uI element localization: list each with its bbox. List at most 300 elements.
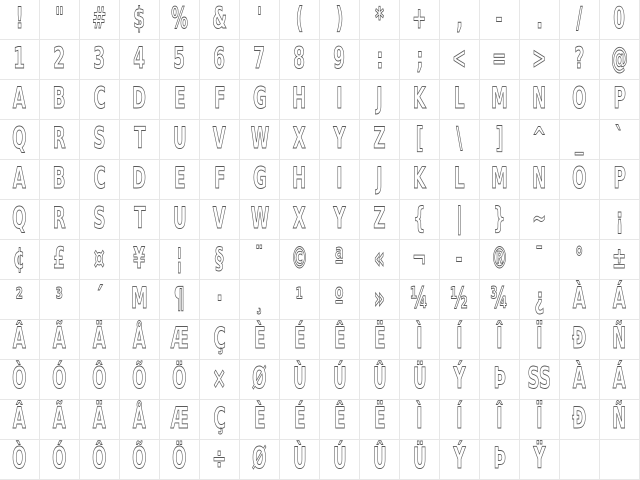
glyph-cell[interactable] (240, 120, 280, 160)
glyph-cell[interactable] (0, 280, 40, 320)
glyph: 7 (253, 41, 266, 75)
glyph-cell[interactable] (440, 400, 480, 440)
glyph: W (250, 121, 269, 155)
glyph: Û (372, 361, 387, 395)
glyph: £ (53, 241, 66, 275)
glyph-cell[interactable] (440, 160, 480, 200)
glyph-cell[interactable] (0, 440, 40, 480)
glyph: A (12, 161, 27, 195)
glyph: ¼ (410, 281, 429, 315)
glyph-cell[interactable] (40, 200, 80, 240)
glyph: 1 (13, 41, 26, 75)
glyph: ] (495, 121, 504, 155)
glyph-cell[interactable] (520, 400, 560, 440)
glyph: Ú (332, 361, 347, 395)
glyph-cell[interactable] (80, 40, 120, 80)
glyph-cell[interactable] (280, 0, 320, 40)
glyph-cell[interactable] (600, 400, 640, 440)
glyph: ` (615, 121, 624, 155)
glyph-cell[interactable] (480, 440, 520, 480)
glyph-cell[interactable] (200, 200, 240, 240)
glyph-cell[interactable] (400, 80, 440, 120)
glyph-cell[interactable] (160, 200, 200, 240)
glyph: ° (575, 241, 584, 275)
glyph-cell[interactable] (560, 280, 600, 320)
glyph: W (250, 201, 269, 235)
glyph: À (572, 361, 587, 395)
glyph-cell[interactable] (480, 200, 520, 240)
glyph-cell[interactable] (480, 320, 520, 360)
glyph-cell[interactable] (400, 440, 440, 480)
glyph: O (572, 81, 587, 115)
glyph-cell[interactable] (360, 320, 400, 360)
glyph-cell[interactable] (280, 160, 320, 200)
glyph-cell[interactable] (80, 400, 120, 440)
glyph-cell[interactable] (400, 40, 440, 80)
glyph: Ø (252, 441, 267, 475)
glyph: : (376, 41, 383, 75)
glyph-cell[interactable] (240, 80, 280, 120)
glyph-cell[interactable] (80, 200, 120, 240)
glyph: 5 (173, 41, 186, 75)
glyph-cell[interactable] (560, 40, 600, 80)
glyph-cell[interactable] (80, 120, 120, 160)
glyph-cell[interactable] (40, 80, 80, 120)
glyph: C (93, 161, 106, 195)
glyph-cell[interactable] (0, 80, 40, 120)
glyph: ¨ (255, 241, 264, 275)
glyph-cell[interactable] (440, 280, 480, 320)
glyph-cell[interactable] (600, 120, 640, 160)
glyph: 2 (53, 41, 66, 75)
glyph-cell[interactable] (600, 360, 640, 400)
glyph-cell[interactable] (600, 200, 640, 240)
glyph-cell[interactable] (600, 440, 640, 480)
glyph: Ç (213, 401, 226, 435)
glyph-cell[interactable] (40, 400, 80, 440)
glyph: Î (496, 401, 503, 435)
glyph: 3 (93, 41, 106, 75)
glyph: J (376, 161, 383, 195)
glyph-cell[interactable] (400, 160, 440, 200)
glyph-cell[interactable] (320, 280, 360, 320)
glyph-cell[interactable] (160, 120, 200, 160)
glyph-cell[interactable] (560, 240, 600, 280)
glyph: Õ (132, 361, 147, 395)
glyph: { (413, 201, 426, 235)
glyph-cell[interactable] (200, 320, 240, 360)
glyph-cell[interactable] (440, 0, 480, 40)
glyph-cell[interactable] (0, 40, 40, 80)
glyph-cell[interactable] (360, 400, 400, 440)
glyph-cell[interactable] (480, 0, 520, 40)
glyph-cell[interactable] (320, 160, 360, 200)
glyph: H (292, 81, 307, 115)
glyph-cell[interactable] (40, 0, 80, 40)
glyph-cell[interactable] (320, 200, 360, 240)
glyph: T (133, 201, 146, 235)
glyph-cell[interactable] (160, 240, 200, 280)
glyph-cell[interactable] (80, 80, 120, 120)
glyph-cell[interactable] (160, 320, 200, 360)
glyph: Ï (536, 321, 543, 355)
glyph-cell[interactable] (280, 240, 320, 280)
glyph-cell[interactable] (280, 360, 320, 400)
glyph: Ä (92, 401, 107, 435)
glyph-cell[interactable] (440, 360, 480, 400)
glyph: 9 (333, 41, 346, 75)
glyph-cell[interactable] (200, 280, 240, 320)
glyph-cell[interactable] (40, 240, 80, 280)
glyph: % (171, 1, 188, 35)
glyph: B (53, 81, 66, 115)
glyph: ´ (95, 281, 104, 315)
glyph: ³ (55, 281, 64, 315)
glyph: - (495, 1, 503, 35)
glyph-cell[interactable] (360, 160, 400, 200)
glyph: É (293, 401, 306, 435)
glyph-cell[interactable] (400, 120, 440, 160)
glyph: S (93, 121, 106, 155)
glyph: · (216, 281, 223, 315)
glyph: « (374, 241, 385, 275)
glyph-cell[interactable] (600, 40, 640, 80)
glyph-cell[interactable] (560, 80, 600, 120)
glyph-cell[interactable] (0, 120, 40, 160)
glyph-cell[interactable] (320, 320, 360, 360)
glyph-cell[interactable] (280, 440, 320, 480)
glyph: O (572, 161, 587, 195)
glyph-cell[interactable] (560, 320, 600, 360)
glyph-cell[interactable] (240, 40, 280, 80)
glyph: ^ (532, 121, 547, 155)
glyph: ¶ (174, 281, 185, 315)
glyph-cell[interactable] (160, 40, 200, 80)
glyph: U (172, 201, 187, 235)
glyph: È (253, 401, 266, 435)
glyph-cell[interactable] (40, 320, 80, 360)
glyph-cell[interactable] (360, 200, 400, 240)
glyph-cell[interactable] (520, 440, 560, 480)
glyph: H (292, 161, 307, 195)
glyph-cell[interactable] (440, 80, 480, 120)
glyph-cell[interactable] (320, 80, 360, 120)
glyph-cell[interactable] (200, 400, 240, 440)
glyph: = (492, 41, 507, 75)
glyph-cell[interactable] (600, 0, 640, 40)
glyph-cell[interactable] (480, 360, 520, 400)
glyph-cell[interactable] (240, 400, 280, 440)
glyph: I (336, 81, 343, 115)
glyph: ¦ (176, 241, 183, 275)
glyph-cell[interactable] (120, 160, 160, 200)
glyph-cell[interactable] (40, 40, 80, 80)
glyph-cell[interactable] (520, 240, 560, 280)
glyph: Ÿ (533, 441, 546, 475)
glyph: ¬ (412, 241, 427, 275)
glyph: > (532, 41, 547, 75)
glyph-cell[interactable] (360, 0, 400, 40)
glyph: ® (491, 241, 508, 275)
glyph: ? (574, 41, 585, 75)
glyph-cell[interactable] (480, 80, 520, 120)
glyph-cell[interactable] (320, 240, 360, 280)
glyph-cell[interactable] (360, 360, 400, 400)
glyph: Ü (412, 361, 427, 395)
glyph: V (212, 121, 227, 155)
glyph-cell[interactable] (360, 80, 400, 120)
glyph-cell[interactable] (0, 240, 40, 280)
glyph-cell[interactable] (200, 80, 240, 120)
glyph-cell[interactable] (400, 360, 440, 400)
glyph-cell[interactable] (160, 80, 200, 120)
glyph-cell[interactable] (560, 120, 600, 160)
glyph-cell[interactable] (480, 280, 520, 320)
glyph: Ü (412, 441, 427, 475)
glyph: º (334, 281, 345, 315)
glyph-cell[interactable] (280, 400, 320, 440)
glyph-cell[interactable] (40, 160, 80, 200)
glyph-cell[interactable] (160, 280, 200, 320)
glyph: Û (372, 441, 387, 475)
glyph-cell[interactable] (400, 200, 440, 240)
glyph: ¸ (255, 281, 264, 315)
glyph: ² (15, 281, 24, 315)
glyph-cell[interactable] (80, 160, 120, 200)
glyph-cell[interactable] (160, 360, 200, 400)
glyph: Õ (132, 441, 147, 475)
glyph-cell[interactable] (360, 40, 400, 80)
glyph-cell[interactable] (520, 0, 560, 40)
glyph: Í (456, 401, 463, 435)
glyph-cell[interactable] (440, 200, 480, 240)
glyph-cell[interactable] (240, 0, 280, 40)
glyph-cell[interactable] (400, 400, 440, 440)
glyph-cell[interactable] (280, 200, 320, 240)
glyph-cell[interactable] (200, 40, 240, 80)
glyph-cell[interactable] (120, 320, 160, 360)
glyph-cell[interactable] (200, 240, 240, 280)
glyph: T (133, 121, 146, 155)
glyph: È (253, 321, 266, 355)
glyph-cell[interactable] (520, 40, 560, 80)
glyph-cell[interactable] (360, 280, 400, 320)
glyph-cell[interactable] (320, 120, 360, 160)
glyph-cell[interactable] (120, 0, 160, 40)
glyph-cell[interactable] (240, 280, 280, 320)
glyph-cell[interactable] (120, 440, 160, 480)
glyph-cell[interactable] (200, 120, 240, 160)
glyph-cell[interactable] (0, 320, 40, 360)
glyph-cell[interactable] (400, 280, 440, 320)
glyph-cell[interactable] (560, 0, 600, 40)
glyph-cell[interactable] (520, 200, 560, 240)
glyph-cell[interactable] (320, 400, 360, 440)
glyph-cell[interactable] (240, 440, 280, 480)
glyph: Ê (333, 401, 346, 435)
glyph: Ø (252, 361, 267, 395)
glyph-cell[interactable] (120, 360, 160, 400)
glyph-cell[interactable] (520, 280, 560, 320)
glyph: Ê (333, 321, 346, 355)
glyph-cell[interactable] (400, 320, 440, 360)
glyph: P (613, 161, 626, 195)
glyph: Z (373, 121, 386, 155)
glyph-cell[interactable] (80, 440, 120, 480)
glyph-cell[interactable] (200, 440, 240, 480)
glyph: Ð (572, 321, 587, 355)
glyph-cell[interactable] (40, 120, 80, 160)
glyph: Ò (12, 361, 27, 395)
glyph-cell[interactable] (600, 160, 640, 200)
glyph: ; (416, 41, 423, 75)
glyph-cell[interactable] (80, 360, 120, 400)
glyph-cell[interactable] (120, 40, 160, 80)
glyph-cell[interactable] (520, 160, 560, 200)
glyph: Ì (416, 401, 423, 435)
glyph: S (93, 201, 106, 235)
glyph: Ó (52, 441, 67, 475)
glyph-cell[interactable] (600, 240, 640, 280)
glyph: M (491, 81, 508, 115)
glyph: N (532, 161, 547, 195)
glyph-cell[interactable] (480, 240, 520, 280)
glyph-cell[interactable] (440, 120, 480, 160)
glyph-cell[interactable] (520, 360, 560, 400)
glyph: ~ (532, 201, 547, 235)
glyph-cell[interactable] (480, 40, 520, 80)
glyph: A (12, 81, 27, 115)
glyph-cell[interactable] (40, 280, 80, 320)
glyph-cell[interactable] (600, 80, 640, 120)
glyph: D (132, 161, 147, 195)
glyph-cell[interactable] (560, 200, 600, 240)
glyph-cell[interactable] (400, 240, 440, 280)
glyph: P (613, 81, 626, 115)
glyph: C (93, 81, 106, 115)
glyph-cell[interactable] (240, 360, 280, 400)
glyph-cell[interactable] (120, 280, 160, 320)
glyph: × (212, 361, 227, 395)
glyph-cell[interactable] (520, 120, 560, 160)
glyph-cell[interactable] (360, 120, 400, 160)
glyph: ½ (450, 281, 469, 315)
glyph-cell[interactable] (320, 360, 360, 400)
glyph-cell[interactable] (320, 440, 360, 480)
glyph: Æ (170, 321, 189, 355)
glyph: + (412, 1, 427, 35)
glyph-cell[interactable] (120, 200, 160, 240)
glyph-cell[interactable] (0, 0, 40, 40)
glyph-cell[interactable] (560, 160, 600, 200)
glyph-cell[interactable] (600, 280, 640, 320)
glyph-cell[interactable] (200, 360, 240, 400)
glyph-cell[interactable] (80, 320, 120, 360)
glyph-cell[interactable] (120, 120, 160, 160)
glyph: & (212, 1, 227, 35)
glyph-cell[interactable] (80, 0, 120, 40)
glyph-cell[interactable] (280, 40, 320, 80)
glyph: B (53, 161, 66, 195)
glyph-cell[interactable] (520, 320, 560, 360)
glyph-cell[interactable] (0, 360, 40, 400)
glyph-cell[interactable] (0, 400, 40, 440)
glyph-cell[interactable] (160, 440, 200, 480)
glyph-cell[interactable] (360, 240, 400, 280)
glyph-cell[interactable] (520, 80, 560, 120)
glyph: V (212, 201, 227, 235)
glyph-cell[interactable] (0, 200, 40, 240)
glyph-cell[interactable] (480, 400, 520, 440)
glyph-cell[interactable] (0, 160, 40, 200)
glyph-cell[interactable] (560, 400, 600, 440)
glyph: I (336, 161, 343, 195)
glyph-cell[interactable] (280, 320, 320, 360)
glyph-cell[interactable] (120, 240, 160, 280)
glyph-cell[interactable] (80, 240, 120, 280)
glyph-cell[interactable] (320, 0, 360, 40)
glyph-cell[interactable] (560, 440, 600, 480)
glyph: Æ (170, 401, 189, 435)
glyph-cell[interactable] (280, 80, 320, 120)
glyph-cell[interactable] (40, 360, 80, 400)
glyph-cell[interactable] (440, 320, 480, 360)
glyph-cell[interactable] (160, 400, 200, 440)
glyph-cell[interactable] (240, 160, 280, 200)
glyph: X (293, 121, 306, 155)
glyph-cell[interactable] (280, 280, 320, 320)
glyph: ' (256, 1, 263, 35)
glyph-cell[interactable] (600, 320, 640, 360)
glyph: Ä (92, 321, 107, 355)
glyph-cell[interactable] (320, 40, 360, 80)
glyph-cell[interactable] (160, 0, 200, 40)
glyph: $ (133, 1, 146, 35)
glyph: 0 (613, 1, 626, 35)
glyph: _ (575, 121, 584, 155)
glyph: À (572, 281, 587, 315)
glyph: G (252, 81, 267, 115)
glyph: Î (496, 321, 503, 355)
glyph-cell[interactable] (80, 280, 120, 320)
glyph: \ (456, 121, 463, 155)
glyph-cell[interactable] (400, 0, 440, 40)
glyph: Þ (493, 441, 506, 475)
glyph-cell[interactable] (440, 40, 480, 80)
glyph-cell[interactable] (360, 440, 400, 480)
glyph: ! (15, 1, 24, 35)
glyph-cell[interactable] (160, 160, 200, 200)
glyph-cell[interactable] (480, 120, 520, 160)
glyph-cell[interactable] (200, 0, 240, 40)
glyph-cell[interactable] (120, 400, 160, 440)
glyph-cell[interactable] (440, 440, 480, 480)
glyph: 6 (213, 41, 226, 75)
glyph-cell[interactable] (480, 160, 520, 200)
glyph: F (213, 81, 226, 115)
glyph-cell[interactable] (240, 240, 280, 280)
glyph: F (213, 161, 226, 195)
glyph-cell[interactable] (440, 240, 480, 280)
glyph-cell[interactable] (200, 160, 240, 200)
glyph-cell[interactable] (240, 200, 280, 240)
glyph: Ù (292, 361, 307, 395)
glyph-cell[interactable] (120, 80, 160, 120)
glyph-cell[interactable] (280, 120, 320, 160)
glyph-cell[interactable] (40, 440, 80, 480)
glyph-cell[interactable] (560, 360, 600, 400)
glyph-cell[interactable] (240, 320, 280, 360)
